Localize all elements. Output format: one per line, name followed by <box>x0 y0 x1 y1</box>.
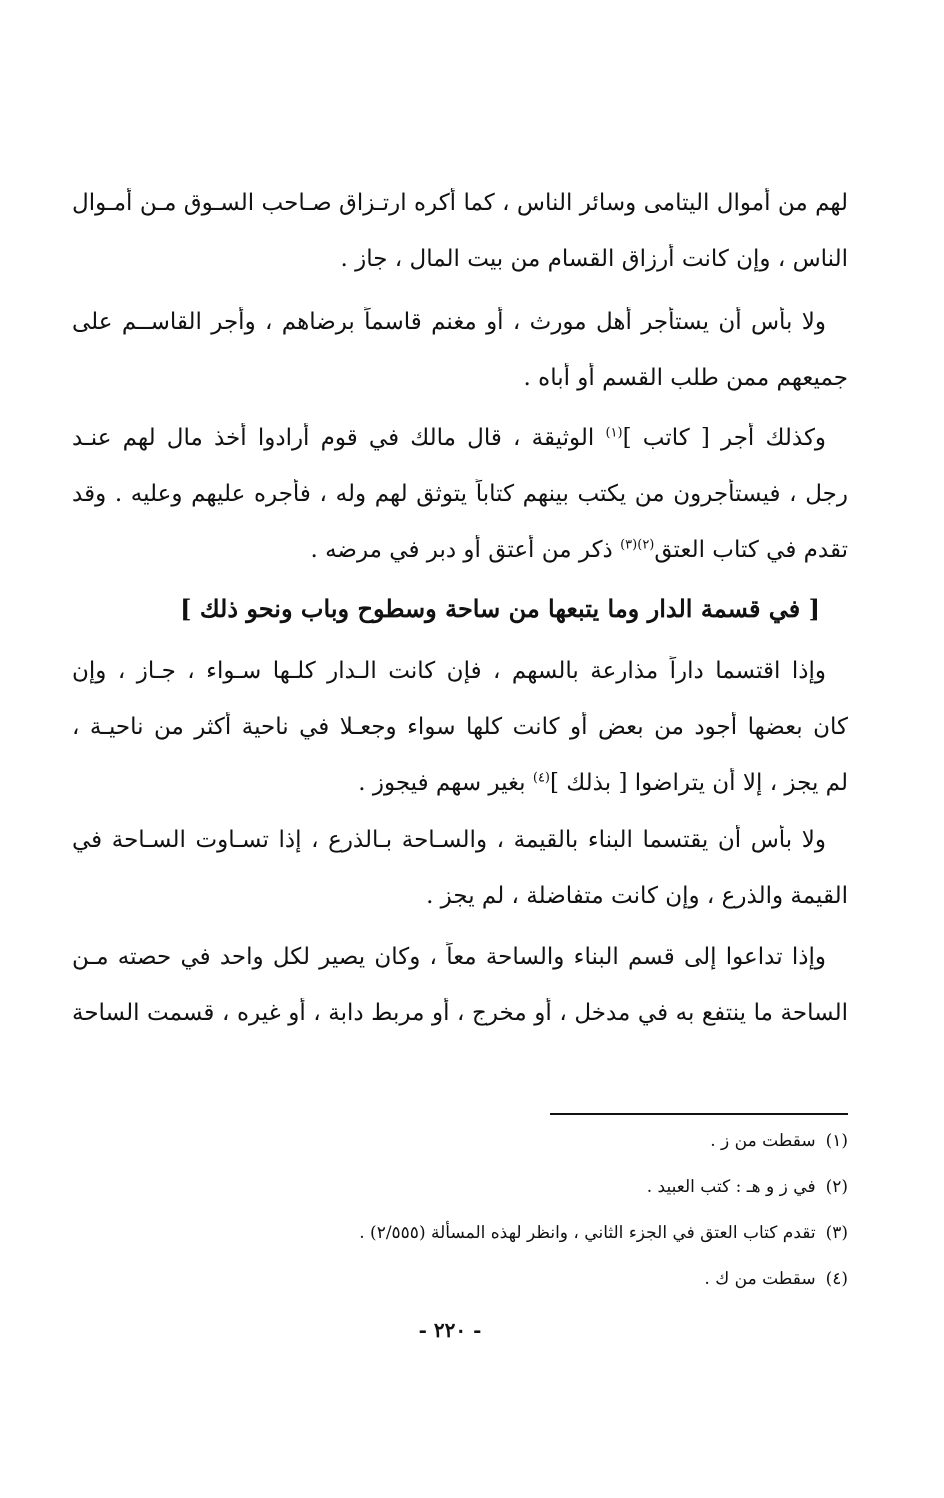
page-number: - ٢٢٠ - <box>418 1318 482 1342</box>
text-segment: ذكر من أعتق أو دبر في مرضه . <box>310 537 621 563</box>
footnote-number: (٢) <box>825 1177 848 1197</box>
text-segment: بغير سهم فيجوز . <box>358 770 533 796</box>
text-line: جميعهم ممن طلب القسم أو أباه . <box>523 365 848 391</box>
text-line: وإذا تداعوا إلى قسم البناء والساحة معاً ، وكان يصير لكل واحد في حصته مـن <box>72 944 826 970</box>
footnote-ref: (١) <box>605 425 623 441</box>
paragraph-4 <box>72 656 848 824</box>
text-segment: الوثيقة ، قال مالك في قوم أرادوا أخذ مال لهم عنـد <box>72 425 606 451</box>
footnotes <box>180 1128 848 1312</box>
text-line: الناس ، وإن كانت أرزاق القسام من بيت المال ، جاز . <box>340 246 848 272</box>
footnote-separator <box>550 1113 848 1115</box>
paragraph-3 <box>72 423 848 591</box>
text-line: رجل ، فيستأجرون من يكتب بينهم كتاباً يتوثق لهم وله ، فأجره عليهم وعليه . وقد <box>72 481 848 507</box>
footnote-2 <box>180 1174 848 1220</box>
footnote-3 <box>180 1220 848 1266</box>
text-line: ولا بأس أن يستأجر أهل مورث ، أو مغنم قاسماً برضاهم ، وأجر القاســم على <box>72 309 826 335</box>
text-line: القيمة والذرع ، وإن كانت متفاضلة ، لم يجز . <box>426 883 848 909</box>
footnote-text: سقطت من ز . <box>710 1131 816 1151</box>
text-line: ولا بأس أن يقتسما البناء بالقيمة ، والسـاحة بـالذرع ، إذا تسـاوت السـاحة في <box>72 827 826 853</box>
footnote-1 <box>180 1128 848 1174</box>
paragraph-5 <box>72 825 848 937</box>
footnote-text: في ز و هـ : كتب العبيد . <box>646 1177 816 1197</box>
footnote-ref: (٢)(٣) <box>620 537 655 553</box>
paragraph-6 <box>72 942 848 1054</box>
text-line: وإذا اقتسما داراً مذارعة بالسهم ، فإن كانت الـدار كلـها سـواء ، جـاز ، وإن <box>72 658 826 684</box>
footnote-ref: (٤) <box>532 770 550 786</box>
text-segment: لم يجز ، إلا أن يتراضوا [ بذلك ] <box>550 770 848 796</box>
footnote-number: (٣) <box>825 1223 848 1243</box>
paragraph-1 <box>72 188 848 300</box>
section-heading: [ في قسمة الدار وما يتبعها من ساحة وسطوح وباب ونحو ذلك ] <box>180 594 820 623</box>
paragraph-2 <box>72 307 848 419</box>
footnote-text: تقدم كتاب العتق في الجزء الثاني ، وانظر لهذه المسألة (٢/٥٥٥) . <box>359 1223 816 1243</box>
footnote-number: (١) <box>825 1131 848 1151</box>
text-segment: تقدم في كتاب العتق <box>654 537 848 563</box>
footnote-4 <box>180 1266 848 1312</box>
text-line <box>72 535 848 591</box>
text-line: كان بعضها أجود من بعض أو كانت كلها سواء وجعـلا في ناحية أكثر من ناحيـة ، <box>72 714 848 740</box>
text-line: الساحة ما ينتفع به في مدخل ، أو مخرج ، أو مربط دابة ، أو غيره ، قسمت الساحة <box>72 1000 848 1026</box>
text-line <box>72 423 848 479</box>
footnote-text: سقطت من ك . <box>704 1269 816 1289</box>
text-line: لهم من أموال اليتامى وسائر الناس ، كما أكره ارتـزاق صـاحب السـوق مـن أمـوال <box>72 190 848 216</box>
text-line <box>72 768 848 824</box>
text-segment: وكذلك أجر [ كاتب ] <box>622 425 827 451</box>
footnote-number: (٤) <box>825 1269 848 1289</box>
